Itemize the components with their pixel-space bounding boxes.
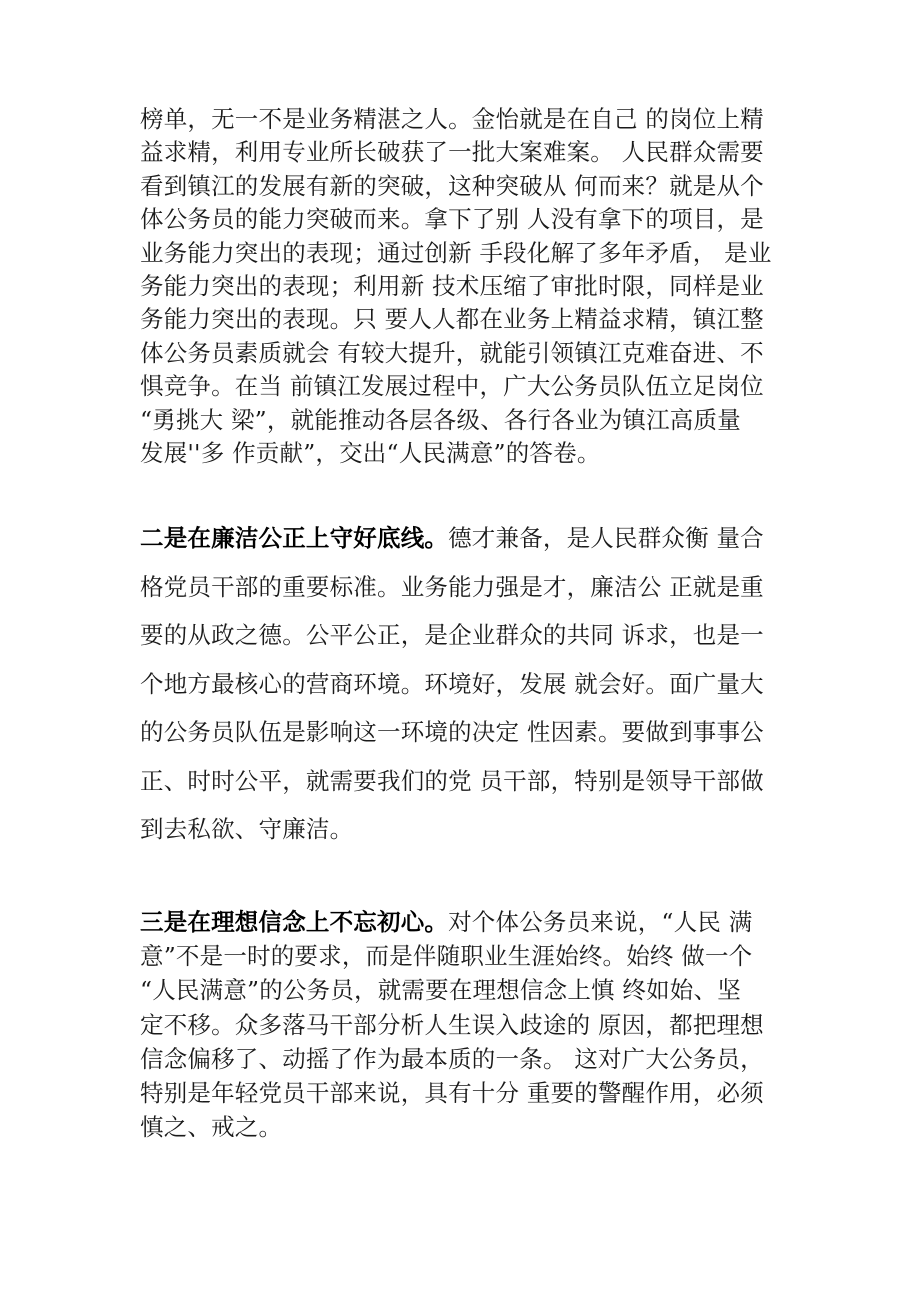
text-line: 榜单，无一不是业务精湛之人。金怡就是在自己 的岗位上精 bbox=[140, 105, 764, 133]
text-line: 发展''多 作贡献”，交出“人民满意”的答卷。 bbox=[140, 438, 601, 467]
text-line: 务能力突出的表现；利用新 技术压缩了审批时限，同样是业 bbox=[140, 271, 764, 300]
text-line: 体公务员素质就会 有较大提升，就能引领镇江克难奋进、不 bbox=[140, 338, 764, 367]
heading-continuation: 对个体公务员来说，“人民 满 bbox=[448, 908, 753, 936]
heading-continuation: 德才兼备，是人民群众衡 量合 bbox=[448, 524, 764, 552]
text-line: 益求精，利用专业所长破获了一批大案难案。 人民群众需要 bbox=[140, 138, 764, 167]
text-line: 的公务员队伍是影响这一环境的决定 性因素。要做到事事公 bbox=[140, 718, 764, 746]
text-line: 务能力突出的表现。只 要人人都在业务上精益求精，镇江整 bbox=[140, 305, 764, 334]
text-line: 意”不是一时的要求，而是伴随职业生涯始终。始终 做一个 bbox=[140, 942, 753, 971]
text-line: 信念偏移了、动摇了作为最本质的一条。 这对广大公务员， bbox=[140, 1044, 764, 1073]
text-line: 体公务员的能力突破而来。拿下了别 人没有拿下的项目，是 bbox=[140, 205, 764, 234]
text-line bbox=[140, 514, 790, 563]
text-line: 业务能力突出的表现；通过创新 手段化解了多年矛盾， 是业 bbox=[140, 238, 772, 267]
text-line bbox=[140, 905, 790, 939]
text-line: 看到镇江的发展有新的突破，这种突破从 何而来？就是从个 bbox=[140, 171, 764, 200]
text-line: 定不移。众多落马干部分析人生误入歧途的 原因，都把理想 bbox=[140, 1010, 764, 1039]
paragraph-integrity bbox=[140, 514, 790, 854]
text-line: 慎之、戒之。 bbox=[140, 1113, 283, 1142]
text-line: 惧竞争。在当 前镇江发展过程中，广大公务员队伍立足岗位 bbox=[140, 372, 764, 401]
text-line: “勇挑大 梁”，就能推动各层各级、各行各业为镇江高质量 bbox=[140, 405, 741, 434]
paragraph-ideals-beliefs bbox=[140, 905, 790, 1144]
paragraph-business-ability bbox=[140, 103, 790, 470]
text-line: “人民满意”的公务员，就需要在理想信念上慎 终如始、坚 bbox=[140, 976, 741, 1005]
text-line: 格党员干部的重要标准。业务能力强是才，廉洁公 正就是重 bbox=[140, 572, 764, 601]
text-line: 正、时时公平，就需要我们的党 员干部，特别是领导干部做 bbox=[140, 766, 764, 795]
section-heading: 三是在理想信念上不忘初心。 bbox=[140, 908, 449, 936]
text-line: 特别是年轻党员干部来说，具有十分 重要的警醒作用，必须 bbox=[140, 1078, 764, 1107]
text-line: 要的从政之德。公平公正，是企业群众的共同 诉求，也是一 bbox=[140, 621, 764, 649]
text-line: 到去私欲、守廉洁。 bbox=[140, 815, 354, 843]
section-heading: 二是在廉洁公正上守好底线。 bbox=[140, 524, 449, 552]
text-line: 个地方最核心的营商环境。环境好，发展 就会好。面广量大 bbox=[140, 669, 764, 698]
